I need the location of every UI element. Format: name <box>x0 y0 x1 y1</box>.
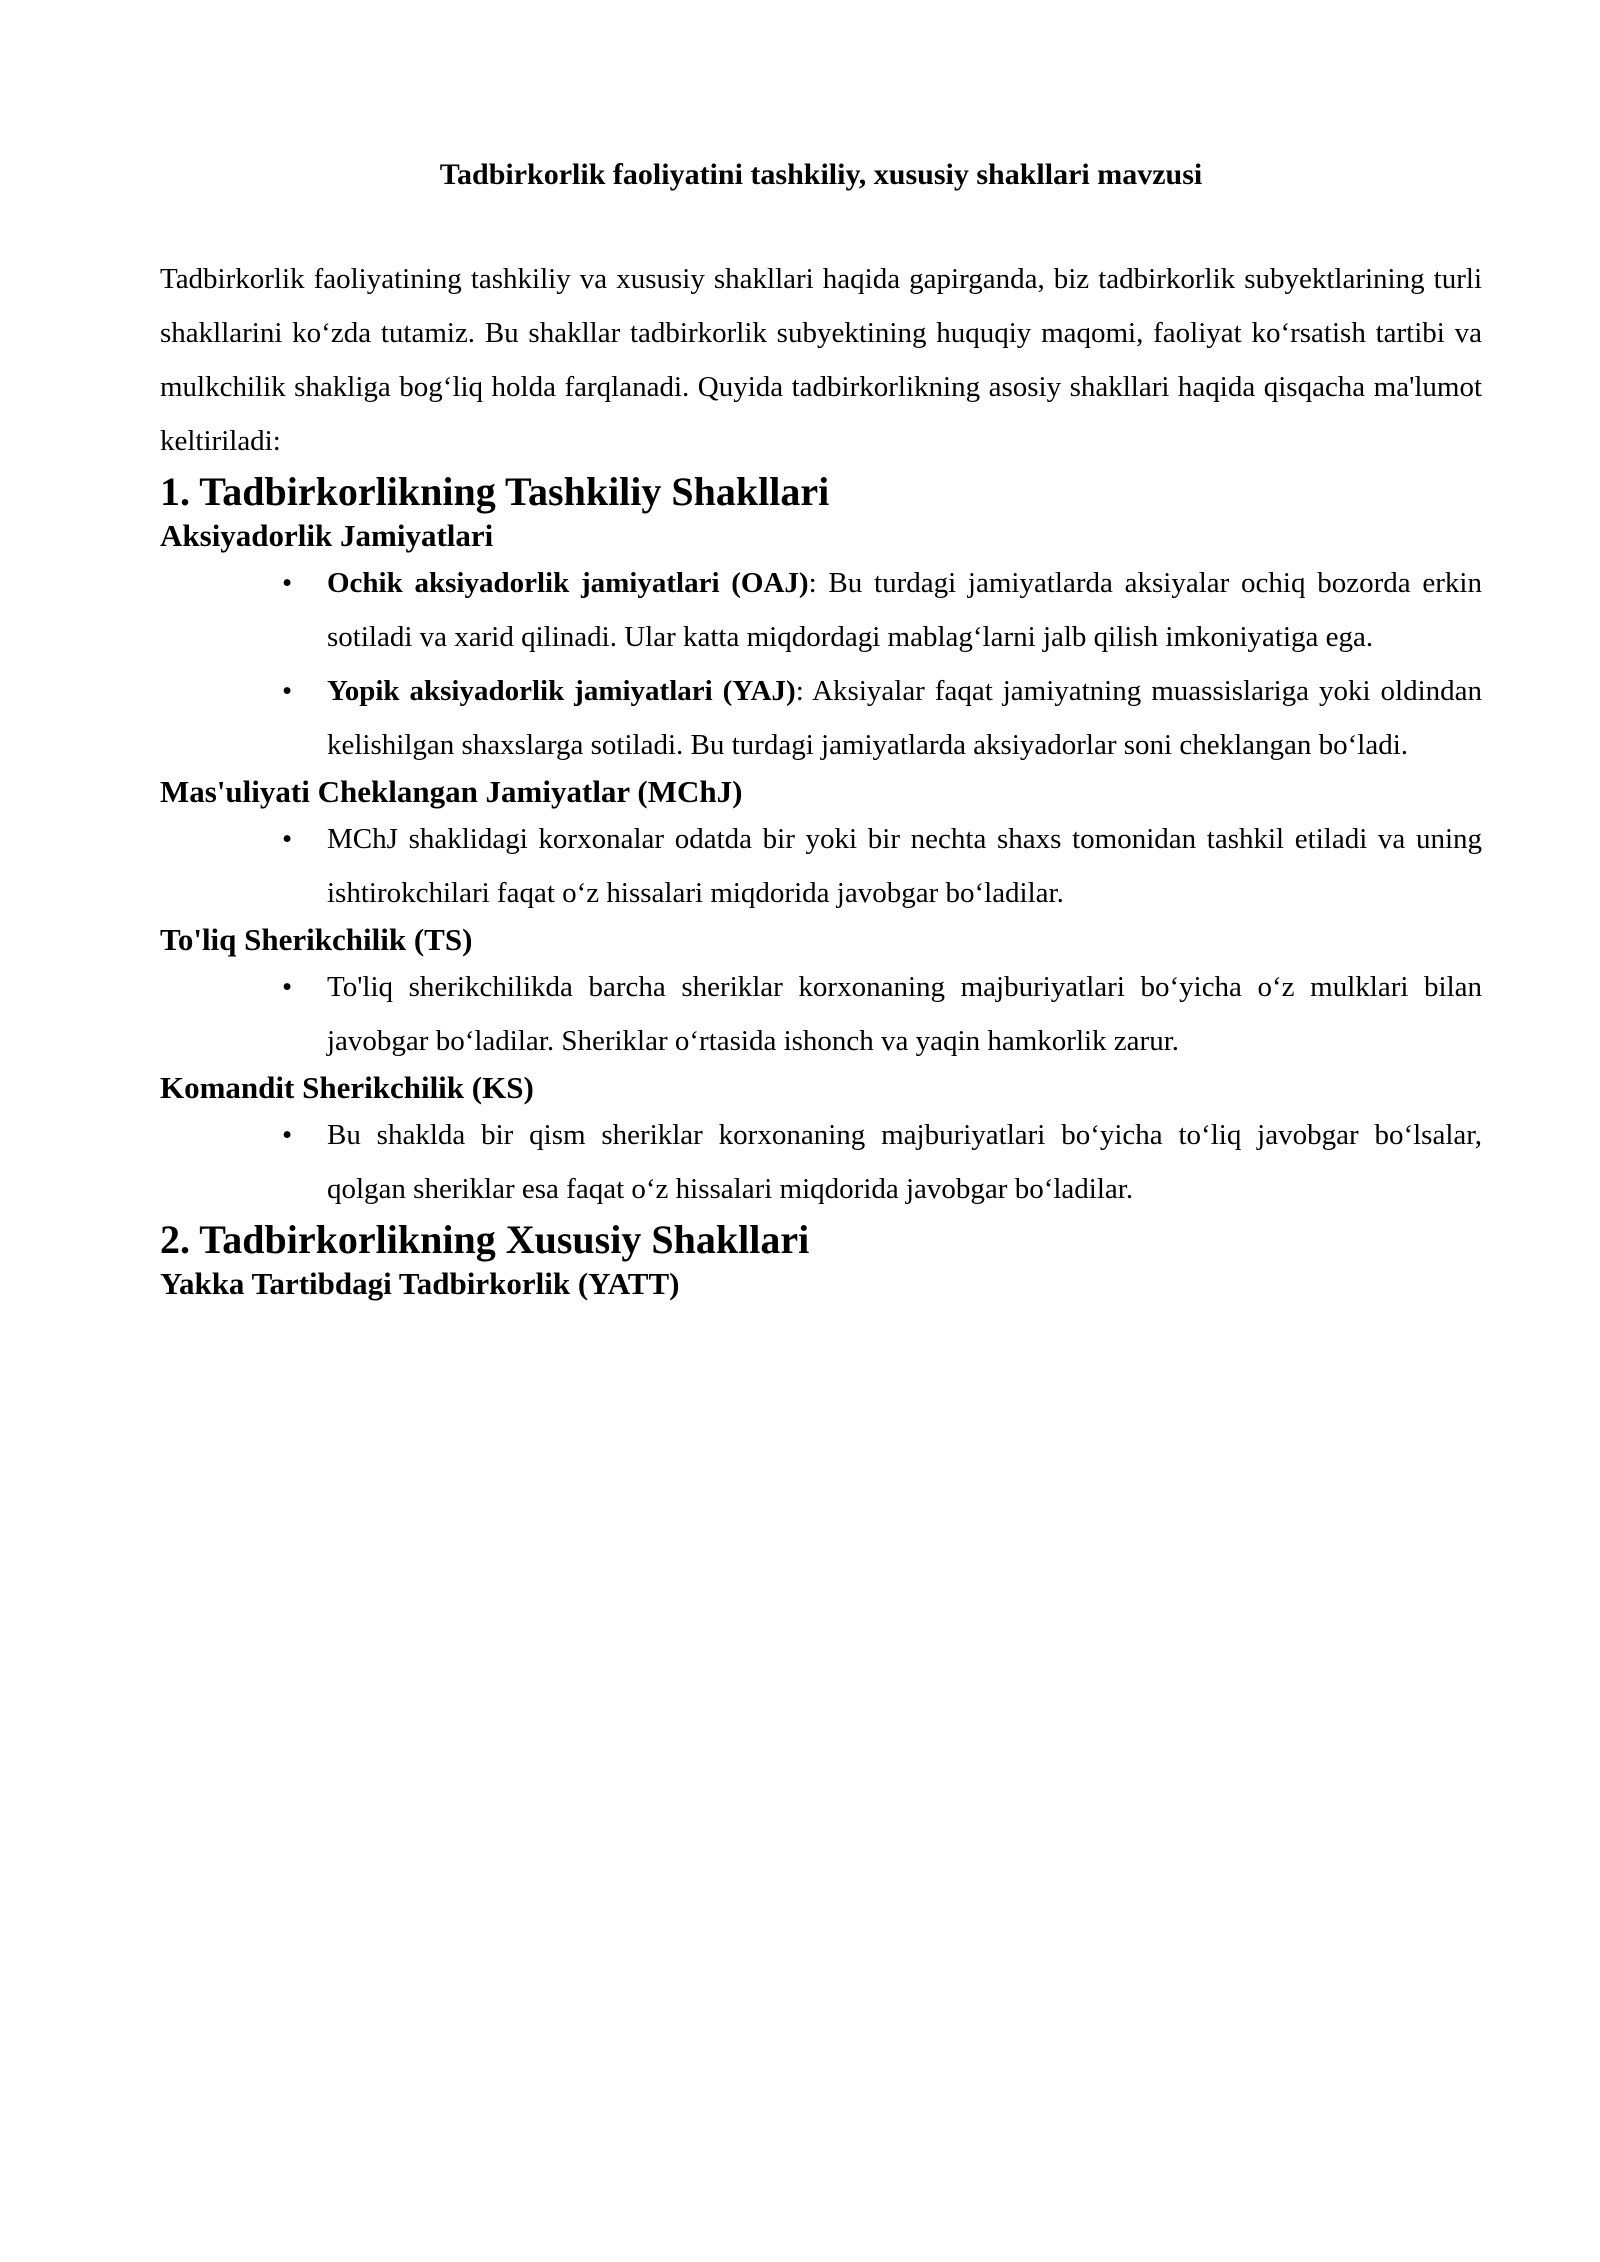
section-heading-organizational-forms: 1. Tadbirkorlikning Tashkiliy Shakllari <box>160 469 830 514</box>
intro-paragraph: Tadbirkorlik faoliyatining tashkiliy va xususiy shakllari haqida gapirganda, biz tadbirkorlik subyektlarining turli shakllarini koʻzda tutamiz. Bu shakllar tadbirkorlik subyektining huquqiy maqomi, faoliyat koʻrsatish tartibi va mulkchilik shakliga bogʻliq holda farqlanadi. Quyida tadbirkorlikning asosiy shakllari haqida qisqacha ma'lumot keltiriladi: <box>160 263 1482 457</box>
subsection-heading-yatt: Yakka Tartibdagi Tadbirkorlik (YATT) <box>160 1266 680 1301</box>
bullet-list-toliq-sherikchilik <box>160 960 1482 1068</box>
list-item-text: To'liq sherikchilikda barcha sheriklar korxonaning majburiyatlari boʻyicha oʻz mulklari bilan javobgar boʻladilar. Sheriklar oʻrtasida ishonch va yaqin hamkorlik zarur. <box>327 971 1482 1057</box>
list-item-text: : Bu turdagi jamiyatlarda aksiyalar ochiq bozorda erkin sotiladi va xarid qilinadi. Ular katta miqdordagi mablagʻlarni jalb qilish imkoniyatiga ega. <box>327 567 1482 653</box>
list-item-text: Bu shaklda bir qism sheriklar korxonaning majburiyatlari boʻyicha toʻliq javobgar boʻlsalar, qolgan sheriklar esa faqat oʻz hissalari miqdorida javobgar boʻladilar. <box>327 1119 1482 1205</box>
subsection-heading-toliq-sherikchilik: To'liq Sherikchilik (TS) <box>160 922 473 957</box>
subsection-heading-mchj: Mas'uliyati Cheklangan Jamiyatlar (MChJ) <box>160 774 743 809</box>
list-item <box>160 960 1482 1068</box>
subsection-heading-komandit-sherikchilik: Komandit Sherikchilik (KS) <box>160 1070 534 1105</box>
list-item <box>160 664 1482 772</box>
list-item <box>160 556 1482 664</box>
list-item <box>160 1108 1482 1216</box>
list-item-lead: Yopik aksiyadorlik jamiyatlari (YAJ) <box>327 675 796 707</box>
section-heading-private-forms: 2. Tadbirkorlikning Xususiy Shakllari <box>160 1217 810 1262</box>
bullet-list-mchj <box>160 812 1482 920</box>
list-item <box>160 812 1482 920</box>
bullet-list-komandit-sherikchilik <box>160 1108 1482 1216</box>
list-item-text: MChJ shaklidagi korxonalar odatda bir yoki bir nechta shaxs tomonidan tashkil etiladi va uning ishtirokchilari faqat oʻz hissalari miqdorida javobgar boʻladilar. <box>327 823 1482 909</box>
bullet-list-aksiyadorlik <box>160 556 1482 772</box>
subsection-heading-aksiyadorlik-jamiyatlari: Aksiyadorlik Jamiyatlari <box>160 518 494 553</box>
list-item-text: : Aksiyalar faqat jamiyatning muassislariga yoki oldindan kelishilgan shaxslarga sotiladi. Bu turdagi jamiyatlarda aksiyadorlar soni cheklangan boʻladi. <box>327 675 1483 761</box>
list-item-lead: Ochik aksiyadorlik jamiyatlari (OAJ) <box>327 567 809 599</box>
document-title: Tadbirkorlik faoliyatini tashkiliy, xususiy shakllari mavzusi <box>439 158 1203 191</box>
